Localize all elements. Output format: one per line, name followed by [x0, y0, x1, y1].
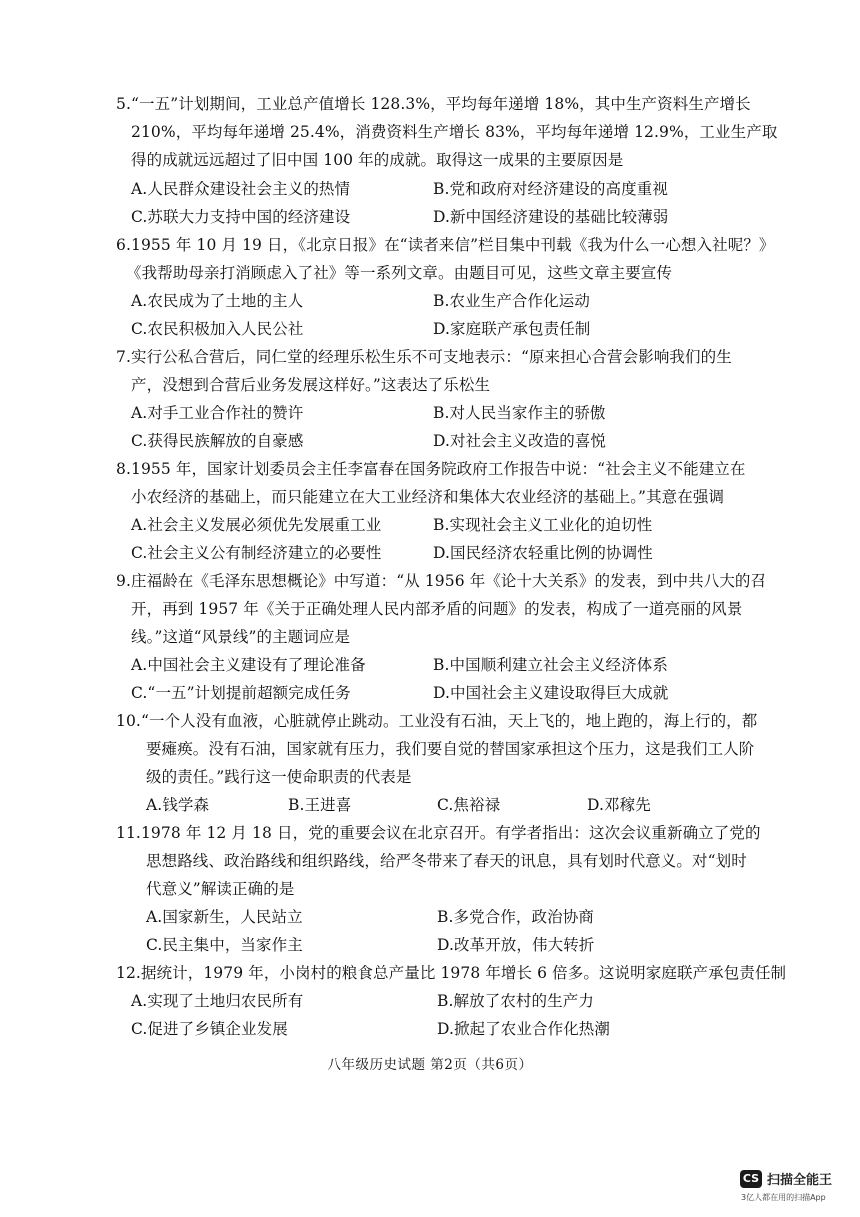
- option-a: A.国家新生，人民站立: [146, 908, 303, 926]
- question-text: 9.庄福龄在《毛泽东思想概论》中写道：“从 1956 年《论十大关系》的发表，到中共八大的召: [116, 572, 767, 590]
- option-a: A.对手工业合作社的赞许: [131, 404, 304, 422]
- option-b: B.解放了农村的生产力: [437, 992, 594, 1010]
- option-b: B.党和政府对经济建设的高度重视: [433, 180, 668, 198]
- question-text: 5.“一五”计划期间，工业总产值增长 128.3%，平均每年递增 18%，其中生产资料生产增长: [116, 95, 751, 113]
- question-text: 6.1955 年 10 月 19 日，《北京日报》在“读者来信”栏目集中刊载《我为什么一心想入社呢？》: [116, 236, 775, 254]
- question-text: 10.“一个人没有血液，心脏就停止跳动。工业没有石油，天上飞的，地上跑的，海上行的，都: [116, 712, 758, 730]
- option-c: C.促进了乡镇企业发展: [131, 1020, 288, 1038]
- question-text: 小农经济的基础上，而只能建立在大工业经济和集体大农业经济的基础上。”其意在强调: [131, 488, 725, 506]
- question-text: 得的成就远远超过了旧中国 100 年的成就。取得这一成果的主要原因是: [131, 151, 624, 169]
- option-b: B.中国顺利建立社会主义经济体系: [433, 656, 668, 674]
- option-d: D.新中国经济建设的基础比较薄弱: [433, 208, 669, 226]
- question-text: 思想路线、政治路线和组织路线，给严冬带来了春天的讯息，具有划时代意义。对“划时: [146, 852, 747, 870]
- question-text: 代意义”解读正确的是: [146, 880, 295, 898]
- option-d: D.改革开放，伟大转折: [437, 936, 595, 954]
- option-b: B.农业生产合作化运动: [433, 292, 590, 310]
- scanner-watermark: [740, 1169, 832, 1188]
- option-b: B.实现社会主义工业化的迫切性: [433, 516, 653, 534]
- page-footer: 八年级历史试题 第2页（共6页）: [327, 1057, 533, 1073]
- question-text: 级的责任。”践行这一使命职责的代表是: [146, 768, 412, 786]
- option-c: C.“一五”计划提前超额完成任务: [131, 684, 351, 702]
- option-a: A.人民群众建设社会主义的热情: [131, 180, 351, 198]
- option-d: D.家庭联产承包责任制: [433, 320, 591, 338]
- option-c: C.获得民族解放的自豪感: [131, 432, 304, 450]
- question-text: 11.1978 年 12 月 18 日，党的重要会议在北京召开。有学者指出：这次会议重新确立了党的: [116, 824, 761, 842]
- option-d: D.对社会主义改造的喜悦: [433, 432, 607, 450]
- option-a: A.中国社会主义建设有了理论准备: [131, 656, 366, 674]
- option-c: C.社会主义公有制经济建立的必要性: [131, 544, 382, 562]
- question-text: 210%，平均每年递增 25.4%，消费资料生产增长 83%，平均每年递增 12.9%，工业生产取: [131, 123, 778, 141]
- option-a: A.农民成为了土地的主人: [131, 292, 304, 310]
- option-d: D.邓稼先: [587, 796, 651, 814]
- option-a: A.社会主义发展必须优先发展重工业: [131, 516, 382, 534]
- option-d: D.国民经济农轻重比例的协调性: [433, 544, 653, 562]
- option-b: B.对人民当家作主的骄傲: [433, 404, 606, 422]
- option-c: C.焦裕禄: [437, 796, 501, 814]
- question-text: 产，没想到合营后业务发展这样好。”这表达了乐松生: [131, 376, 491, 394]
- option-b: B.王进喜: [288, 796, 352, 814]
- option-c: C.苏联大力支持中国的经济建设: [131, 208, 351, 226]
- question-text: 《我帮助母亲打消顾虑入了社》等一系列文章。由题目可见，这些文章主要宣传: [126, 264, 673, 282]
- scanner-app-name: 扫描全能王: [767, 1173, 833, 1188]
- question-text: 要瘫痪。没有石油，国家就有压力，我们要自觉的替国家承担这个压力，这是我们工人阶: [146, 740, 755, 758]
- option-d: D.掀起了农业合作化热潮: [437, 1020, 611, 1038]
- question-text: 线。”这道“风景线”的主题词应是: [131, 628, 351, 646]
- option-a: A.实现了土地归农民所有: [131, 992, 304, 1010]
- option-a: A.钱学森: [146, 796, 210, 814]
- scanner-tagline: 3亿人都在用的扫描App: [741, 1193, 826, 1202]
- question-text: 8.1955 年，国家计划委员会主任李富春在国务院政府工作报告中说：“社会主义不能建立在: [116, 460, 746, 478]
- cs-logo-icon: CS: [740, 1170, 762, 1188]
- option-c: C.农民积极加入人民公社: [131, 320, 304, 338]
- option-d: D.中国社会主义建设取得巨大成就: [433, 684, 669, 702]
- question-text: 开，再到 1957 年《关于正确处理人民内部矛盾的问题》的发表，构成了一道亮丽的风景: [131, 600, 743, 618]
- question-text: 12.据统计，1979 年，小岗村的粮食总产量比 1978 年增长 6 倍多。这说明家庭联产承包责任制: [116, 964, 787, 982]
- option-c: C.民主集中，当家作主: [146, 936, 303, 954]
- question-text: 7.实行公私合营后，同仁堂的经理乐松生乐不可支地表示：“原来担心合营会影响我们的生: [116, 348, 732, 366]
- option-b: B.多党合作，政治协商: [437, 908, 594, 926]
